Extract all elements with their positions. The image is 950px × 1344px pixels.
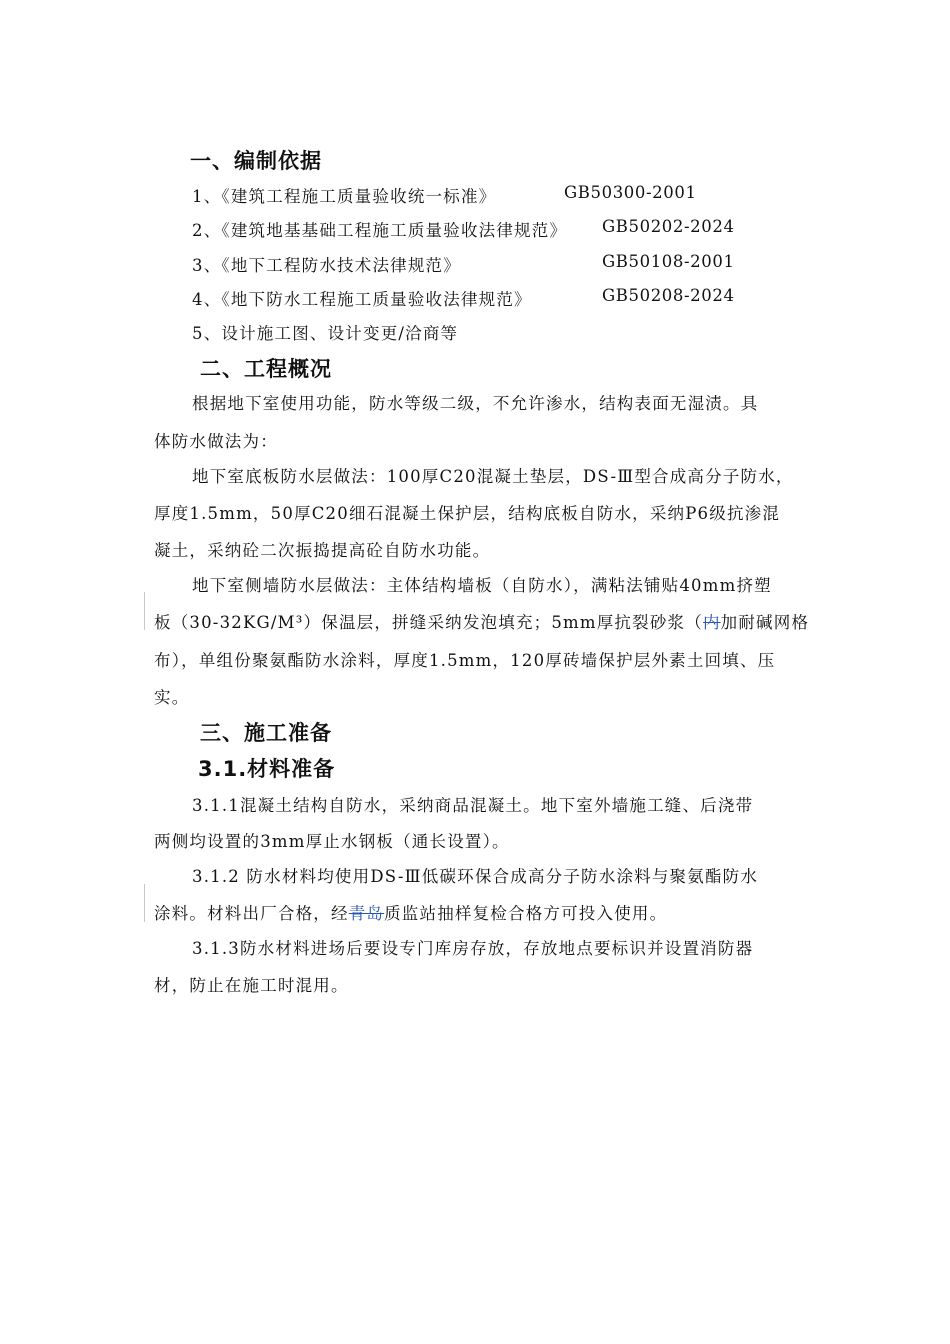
overview-p3-line2-tail: 加耐碱网格 xyxy=(720,613,810,632)
revision-bar xyxy=(144,884,145,922)
ref-code-2: GB50202-2024 xyxy=(602,217,735,236)
ref-code-1: GB50300-2001 xyxy=(564,183,697,202)
materials-p3-line1: 3.1.3防水材料进场后要设专门库房存放，存放地点要标识并设置消防器 xyxy=(192,939,754,958)
materials-p3-line2: 材，防止在施工时混用。 xyxy=(154,976,349,995)
ref-item-3: 3、《地下工程防水技术法律规范》 xyxy=(192,256,461,275)
overview-p2-line3: 凝土，采纳砼二次振捣提高砼自防水功能。 xyxy=(154,541,491,560)
materials-p2-line2-tail: 质监站抽样复检合格方可投入使用。 xyxy=(384,904,668,923)
subsection-3-1-title: 3.1.材料准备 xyxy=(198,757,336,781)
materials-p2-line1: 3.1.2 防水材料均使用DS-Ⅲ低碳环保合成高分子防水涂料与聚氨酯防水 xyxy=(192,867,759,886)
overview-p1-line1: 根据地下室使用功能，防水等级二级，不允许渗水，结构表面无湿渍。具 xyxy=(192,394,759,413)
ref-item-1: 1、《建筑工程施工质量验收统一标准》 xyxy=(192,187,497,206)
revision-bar xyxy=(144,592,145,630)
ref-item-5: 5、设计施工图、设计变更/洽商等 xyxy=(192,324,459,343)
overview-p3-line2 xyxy=(154,609,809,633)
overview-p3-line1: 地下室侧墙防水层做法：主体结构墙板（自防水），满粘法铺贴40mm挤塑 xyxy=(192,576,772,595)
ref-code-4: GB50208-2024 xyxy=(602,286,735,305)
materials-p2-line2 xyxy=(154,900,667,924)
deleted-text: 内 xyxy=(702,613,721,632)
overview-p3-line3: 布），单组份聚氨酯防水涂料，厚度1.5mm，120厚砖墙保护层外素土回填、压 xyxy=(154,651,776,670)
ref-item-2: 2、《建筑地基基础工程施工质量验收法律规范》 xyxy=(192,221,568,240)
materials-p1-line2: 两侧均设置的3mm厚止水钢板（通长设置）。 xyxy=(154,832,510,851)
deleted-text: 青岛 xyxy=(348,904,385,923)
overview-p2-line1: 地下室底板防水层做法：100厚C20混凝土垫层，DS-Ⅲ型合成高分子防水， xyxy=(192,467,794,486)
overview-p2-line2: 厚度1.5mm，50厚C20细石混凝土保护层，结构底板自防水，采纳P6级抗渗混 xyxy=(154,504,781,523)
overview-p3-line2-text: 板（30-32KG/M³）保温层，拼缝采纳发泡填充；5mm厚抗裂砂浆（ xyxy=(154,613,703,632)
overview-p3-line4: 实。 xyxy=(154,688,190,707)
section-3-title: 三、施工准备 xyxy=(200,721,332,745)
materials-p1-line1: 3.1.1混凝土结构自防水，采纳商品混凝土。地下室外墙施工缝、后浇带 xyxy=(192,796,754,815)
materials-p2-line2-text: 涂料。材料出厂合格，经 xyxy=(154,904,349,923)
section-1-title: 一、编制依据 xyxy=(190,149,322,173)
ref-code-3: GB50108-2001 xyxy=(602,252,735,271)
overview-p1-line2: 体防水做法为： xyxy=(154,432,278,451)
section-2-title: 二、工程概况 xyxy=(200,357,332,381)
ref-item-4: 4、《地下防水工程施工质量验收法律规范》 xyxy=(192,290,532,309)
